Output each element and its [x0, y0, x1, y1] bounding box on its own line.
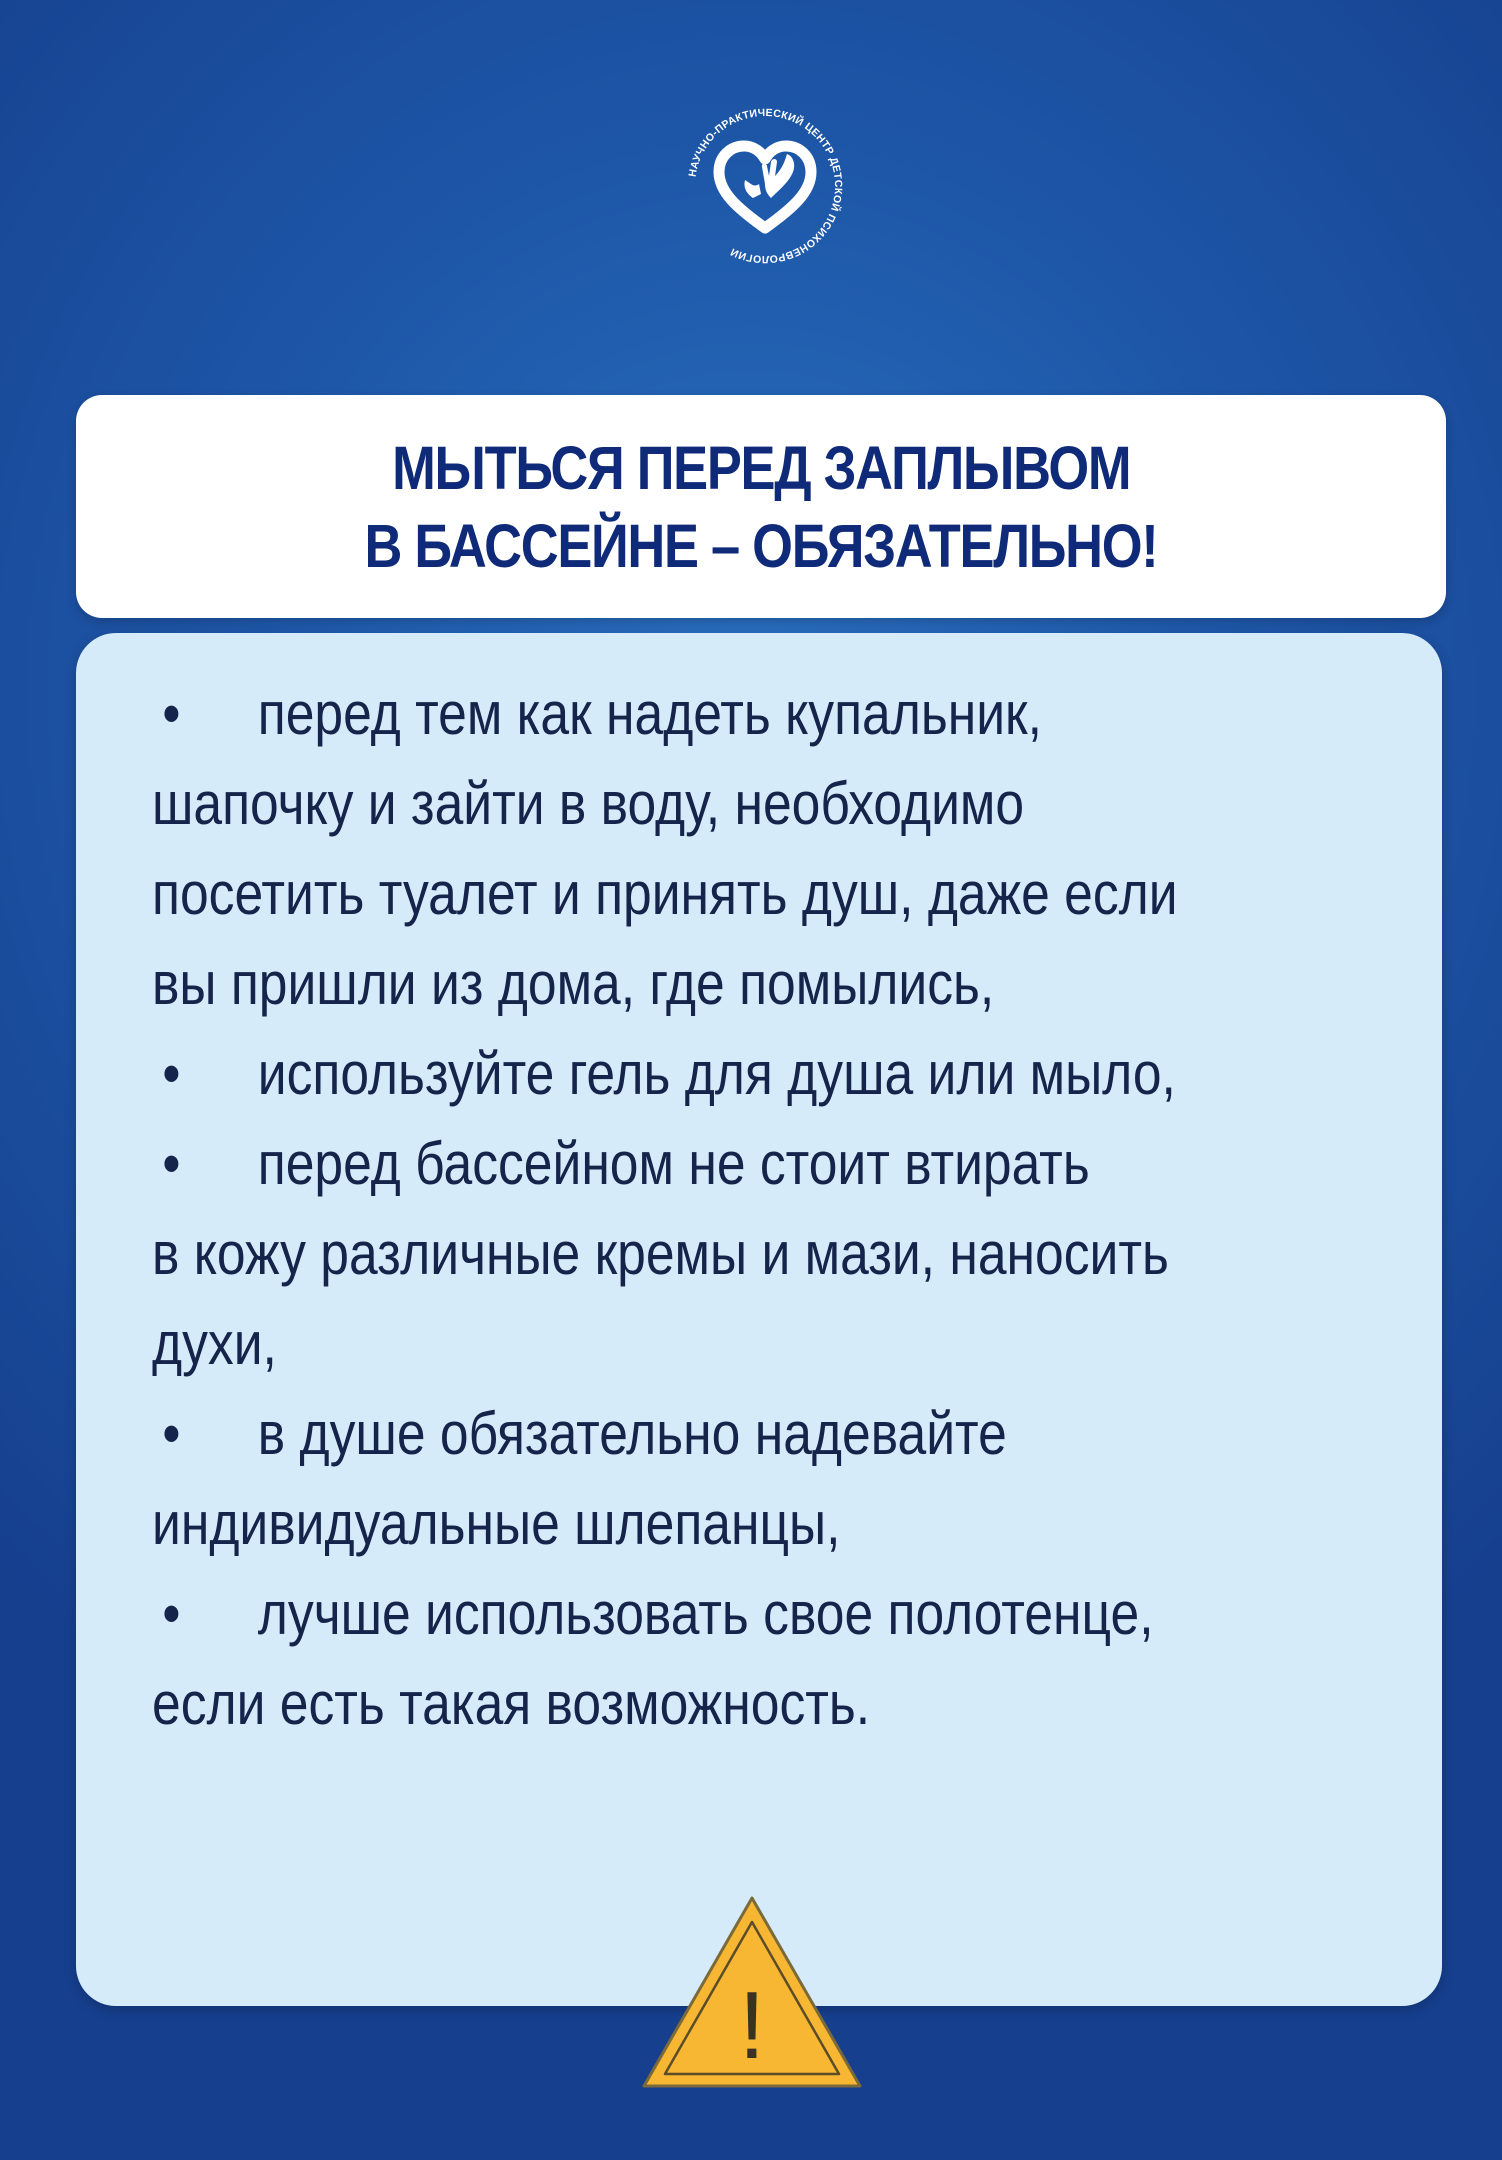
rules-list: [152, 669, 1253, 1749]
title-line-1: МЫТЬСЯ ПЕРЕД ЗАПЛЫВОМ: [391, 433, 1131, 502]
content-card: [76, 633, 1442, 2006]
title-card: [76, 395, 1446, 618]
list-item-continuation: духи,: [152, 1310, 277, 1377]
list-item: • используйте гель для душа или мыло,: [152, 1029, 1253, 1119]
list-item: • перед тем как надеть купальник,: [152, 669, 1253, 759]
bullet-icon: •: [162, 680, 181, 747]
list-item: • лучше использовать свое полотенце,: [152, 1569, 1253, 1659]
heart-hand-icon: [719, 146, 811, 228]
bullet-icon: •: [162, 1580, 181, 1647]
bullet-icon: •: [162, 1040, 181, 1107]
list-item-continuation: вы пришли из дома, где помылись,: [152, 950, 995, 1017]
organization-logo: [679, 100, 851, 272]
list-item-continuation: индивидуальные шлепанцы,: [152, 1490, 841, 1557]
list-item: • в душе обязательно надевайте: [152, 1389, 1253, 1479]
bullet-icon: •: [162, 1130, 181, 1197]
warning-symbol: !: [738, 1972, 766, 2079]
logo-ring-text: НАУЧНО-ПРАКТИЧЕСКИЙ ЦЕНТР ДЕТСКОЙ ПСИХОНЕВРОЛОГИИ: [686, 106, 845, 266]
list-item-continuation: посетить туалет и принять душ, даже если: [152, 860, 1178, 927]
list-item-continuation: если есть такая возможность.: [152, 1670, 871, 1737]
bullet-icon: •: [162, 1400, 181, 1467]
title-line-2: В БАССЕЙНЕ – ОБЯЗАТЕЛЬНО!: [364, 511, 1158, 580]
list-item: • перед бассейном не стоит втирать: [152, 1119, 1253, 1209]
warning-triangle-icon: [636, 1888, 868, 2096]
list-item-continuation: в кожу различные кремы и мази, наносить: [152, 1220, 1169, 1287]
list-item-continuation: шапочку и зайти в воду, необходимо: [152, 770, 1025, 837]
